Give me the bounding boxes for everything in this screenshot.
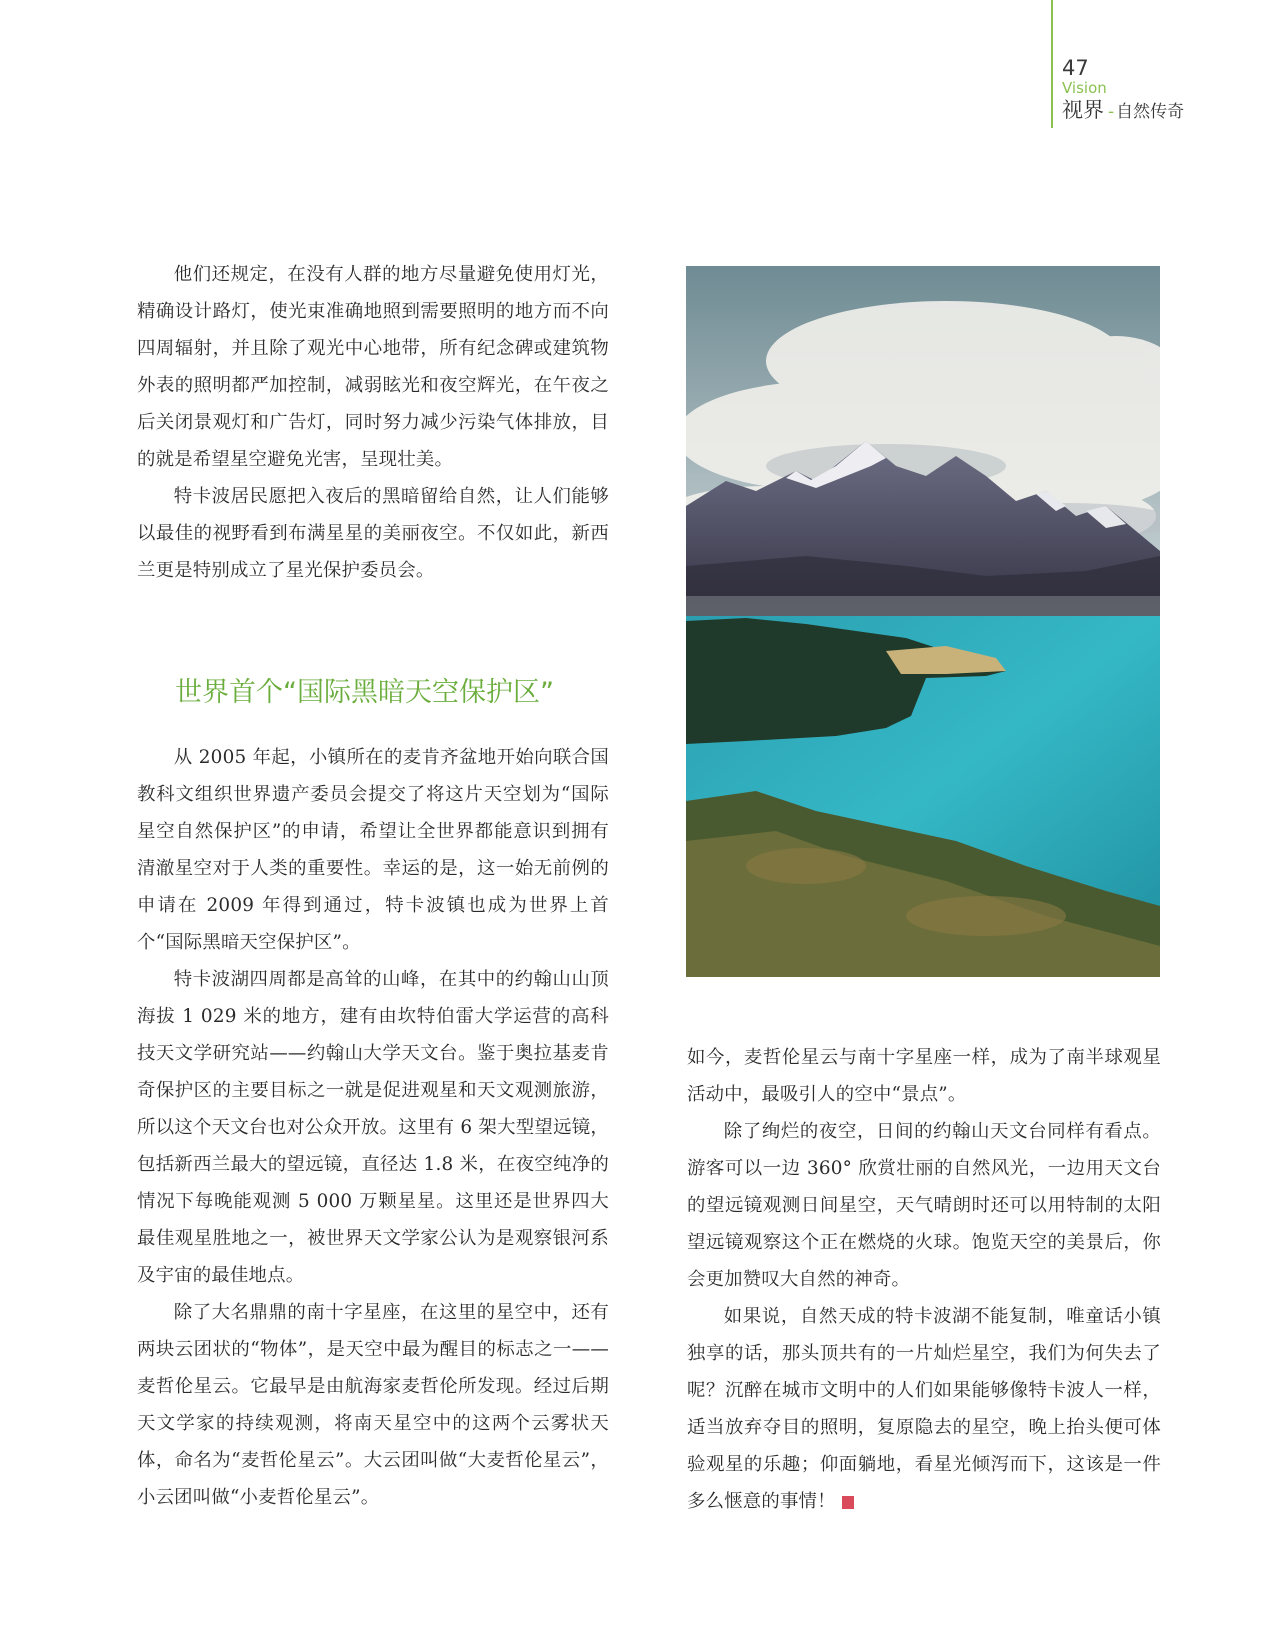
paragraph: 从 2005 年起，小镇所在的麦肯齐盆地开始向联合国教科文组织世界遗产委员会提交了将这片天空划为“国际星空自然保护区”的申请，希望让全世界都能意识到拥有清澈星空对于人类的重要性。幸运的是，这一始无前例的申请在 2009 年得到通过，特卡波镇也成为世界上首个“国际黑暗天空保护区”。 bbox=[137, 747, 609, 953]
page-number: 47 bbox=[1062, 56, 1089, 80]
paragraph: 特卡波居民愿把入夜后的黑暗留给自然，让人们能够以最佳的视野看到布满星星的美丽夜空。不仅如此，新西兰更是特别成立了星光保护委员会。 bbox=[137, 486, 609, 581]
paragraph bbox=[687, 1298, 1161, 1520]
section-title bbox=[1062, 96, 1184, 126]
left-column-top bbox=[137, 256, 609, 589]
section-english: Vision bbox=[1062, 79, 1107, 97]
paragraph: 特卡波湖四周都是高耸的山峰，在其中的约翰山山顶海拔 1 029 米的地方，建有由坎特伯雷大学运营的高科技天文学研究站——约翰山大学天文台。鉴于奥拉基麦肯奇保护区的主要目标之一就是促进观星和天文观测旅游，所以这个天文台也对公众开放。这里有 6 架大型望远镜，包括新西兰最大的望远镜，直径达 1.8 米，在夜空纯净的情况下每晚能观测 5 000 万颗星星。这里还是世界四大最佳观星胜地之一，被世界天文学家公认为是观察银河系及宇宙的最佳地点。 bbox=[137, 969, 609, 1286]
right-column bbox=[687, 1039, 1161, 1520]
page-header bbox=[1062, 56, 1184, 126]
paragraph: 除了大名鼎鼎的南十字星座，在这里的星空中，还有两块云团状的“物体”，是天空中最为醒目的标志之一——麦哲伦星云。它最早是由航海家麦哲伦所发现。经过后期天文学家的持续观测，将南天星空中的这两个云雾状天体，命名为“麦哲伦星云”。大云团叫做“大麦哲伦星云”，小云团叫做“小麦哲伦星云”。 bbox=[137, 1302, 609, 1508]
paragraph: 除了绚烂的夜空，日间的约翰山天文台同样有看点。游客可以一边 360° 欣赏壮丽的自然风光，一边用天文台的望远镜观测日间星空，天气晴朗时还可以用特制的太阳望远镜观察这个正在燃烧的火球。饱览天空的美景后，你会更加赞叹大自然的神奇。 bbox=[687, 1121, 1161, 1290]
header-divider-line bbox=[1051, 0, 1053, 128]
subsection-title: 自然传奇 bbox=[1116, 102, 1185, 122]
paragraph: 他们还规定，在没有人群的地方尽量避免使用灯光，精确设计路灯，使光束准确地照到需要照明的地方而不向四周辐射，并且除了观光中心地带，所有纪念碑或建筑物外表的照明都严加控制，减弱眩光和夜空辉光，在午夜之后关闭景观灯和广告灯，同时努力减少污染气体排放，目的就是希望星空避免光害，呈现壮美。 bbox=[137, 264, 609, 470]
lake-tekapo-photo bbox=[686, 266, 1160, 977]
section-chinese: 视界 bbox=[1062, 98, 1104, 122]
left-column-bottom bbox=[137, 739, 609, 1516]
paragraph: 如今，麦哲伦星云与南十字星座一样，成为了南半球观星活动中，最吸引人的空中“景点”。 bbox=[687, 1047, 1161, 1105]
section-separator: - bbox=[1108, 102, 1115, 122]
article-end-mark-icon: S bbox=[842, 1496, 854, 1509]
section-heading: 世界首个“国际黑暗天空保护区” bbox=[175, 677, 554, 708]
landscape-image bbox=[686, 266, 1160, 977]
paragraph-text: 如果说，自然天成的特卡波湖不能复制，唯童话小镇独享的话，那头顶共有的一片灿烂星空，我们为何失去了呢？沉醉在城市文明中的人们如果能够像特卡波人一样，适当放弃夺目的照明，复原隐去的星空，晚上抬头便可体验观星的乐趣；仰面躺地，看星光倾泻而下，这该是一件多么惬意的事情！ bbox=[687, 1306, 1161, 1512]
